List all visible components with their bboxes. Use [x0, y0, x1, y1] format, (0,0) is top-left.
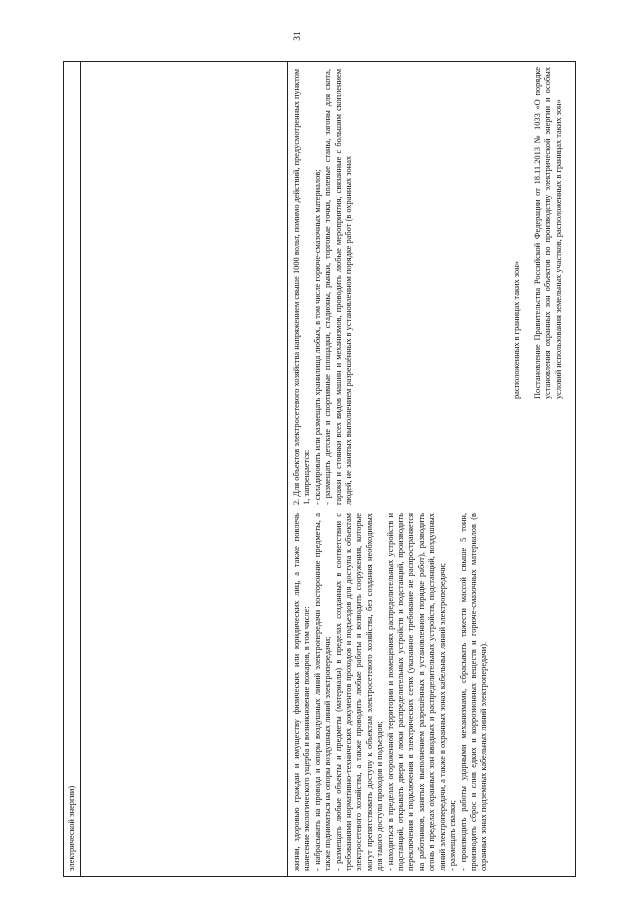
regulation-cell: [512, 67, 564, 399]
table-divider-1: [80, 61, 81, 877]
page-number: 31: [293, 31, 303, 41]
regulation-continuation: расположенных в границах таких зон»: [512, 261, 521, 399]
paragraph-gap: [522, 67, 532, 399]
restriction-paragraph: - размещать свалки;: [448, 800, 458, 871]
restrictions-table: [63, 61, 576, 877]
restriction-paragraph: - производить работы ударными механизмами, сбрасывать тяжести массой свыше 5 тонн, производить сброс и слив едких и коррозионных веществ и горюче-смазочных материалов (в охранных зонах подземных кабельных линий электропередачи).: [458, 513, 489, 871]
restriction-paragraph: 2. Для объектов электросетевого хозяйства напряжением свыше 1000 вольт, помимо действий, предусмотренных пунктом 1, запрещается:: [292, 69, 312, 505]
restrictions-cell-part2: [292, 69, 354, 505]
restriction-paragraph: - находиться в пределах огороженной территории и помещениях распределительных устройств и подстанций, открывать двери и люки распределительных устройств и подстанций, производить переключения и подключения в электрических сетях (указанное требование не распространяется на работников, занятых выполнением разрешённых в установленном порядке работ), разводить огонь в пределах охранных зон вводных и распределительных устройств, подстанций, воздушных линий электропередачи, а также в охранных зонах кабельных линий электропередачи;: [385, 513, 447, 871]
restrictions-cell-part1: [292, 513, 490, 871]
page-number-area: [0, 30, 640, 42]
restriction-paragraph: - складировать или размещать хранилища любых, в том числе горюче-смазочных материалов;: [312, 169, 322, 505]
restriction-paragraph: - размещать любые объекты и предметы (материалы) в пределах созданных в соответствии с требованиями нормативно-технических документов проходов и подъездов для доступа к объектам электросетевого хозяйства, а также проводить любые работы и возводить сооружения, которые могут препятствовать доступу к объектам электросетевого хозяйства, без создания необходимых для такого доступа проходов и подъездов;: [333, 513, 385, 871]
object-type-cell: [67, 71, 77, 871]
object-type-text: электрической энергии): [67, 785, 76, 871]
table-divider-2: [287, 61, 288, 877]
regulation-document: Постановление Правительства Российской Федерации от 18.11.2013 № 1033 «О порядке установления охранных зон объектов по производству электрической энергии и особых условий использования земельных участков, расположенных в границах таких зон»: [532, 67, 563, 399]
restriction-paragraph: - размещать детские и спортивные площадки, стадионы, рынки, торговые точки, полевые станы, загоны для скота, гаражи и стоянки всех видов машин и механизмов, проводить любые мероприятия, связанные с большим скоплением людей, не занятых выполнением разрешённых в установленном порядке работ (в охранных зонах: [323, 69, 354, 505]
restriction-paragraph: жизни, здоровью граждан и имуществу физических или юридических лиц, а также повлечь нанесение экологического ущерба и возникновение пожаров, в том числе:: [292, 513, 312, 871]
restriction-paragraph: - набрасывать на провода и опоры воздушных линий электропередачи посторонние предметы, а также подниматься на опоры воздушных линий электропередачи;: [312, 513, 333, 871]
